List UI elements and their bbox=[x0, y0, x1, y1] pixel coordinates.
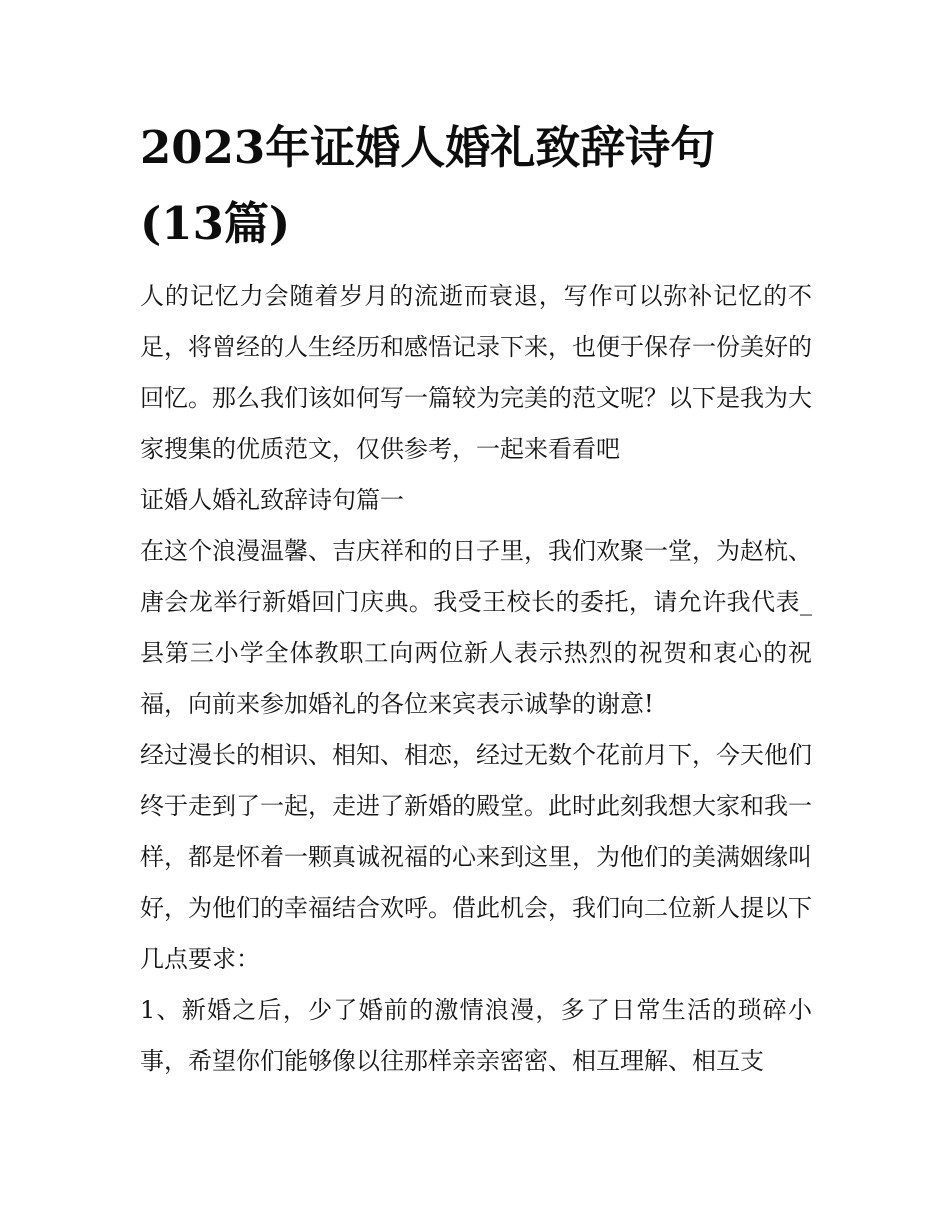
title-line-2: (13篇) bbox=[140, 197, 291, 250]
body-paragraph: 经过漫长的相识、相知、相恋，经过无数个花前月下，今天他们终于走到了一起，走进了新婚的殿堂。此时此刻我想大家和我一样，都是怀着一颗真诚祝福的心来到这里，为他们的美满姻缘叫好，为他们的幸福结合欢呼。借此机会，我们向二位新人提以下几点要求： bbox=[140, 741, 812, 973]
section-heading: 证婚人婚礼致辞诗句篇一 bbox=[140, 486, 404, 514]
document-title bbox=[140, 110, 812, 262]
document-body bbox=[140, 271, 812, 1087]
title-line-1: 2023年证婚人婚礼致辞诗句 bbox=[140, 121, 716, 174]
body-paragraph: 1、新婚之后，少了婚前的激情浪漫，多了日常生活的琐碎小事，希望你们能够像以往那样亲亲密密、相互理解、相互支 bbox=[140, 996, 812, 1075]
intro-paragraph: 人的记忆力会随着岁月的流逝而衰退，写作可以弥补记忆的不足，将曾经的人生经历和感悟记录下来，也便于保存一份美好的回忆。那么我们该如何写一篇较为完美的范文呢？以下是我为大家搜集的优质范文，仅供参考，一起来看看吧 bbox=[140, 282, 812, 463]
body-paragraph: 在这个浪漫温馨、吉庆祥和的日子里，我们欢聚一堂，为赵杭、唐会龙举行新婚回门庆典。我受王校长的委托，请允许我代表_县第三小学全体教职工向两位新人表示热烈的祝贺和衷心的祝福，向前来参加婚礼的各位来宾表示诚挚的谢意! bbox=[140, 537, 812, 718]
document-page bbox=[140, 110, 812, 1087]
